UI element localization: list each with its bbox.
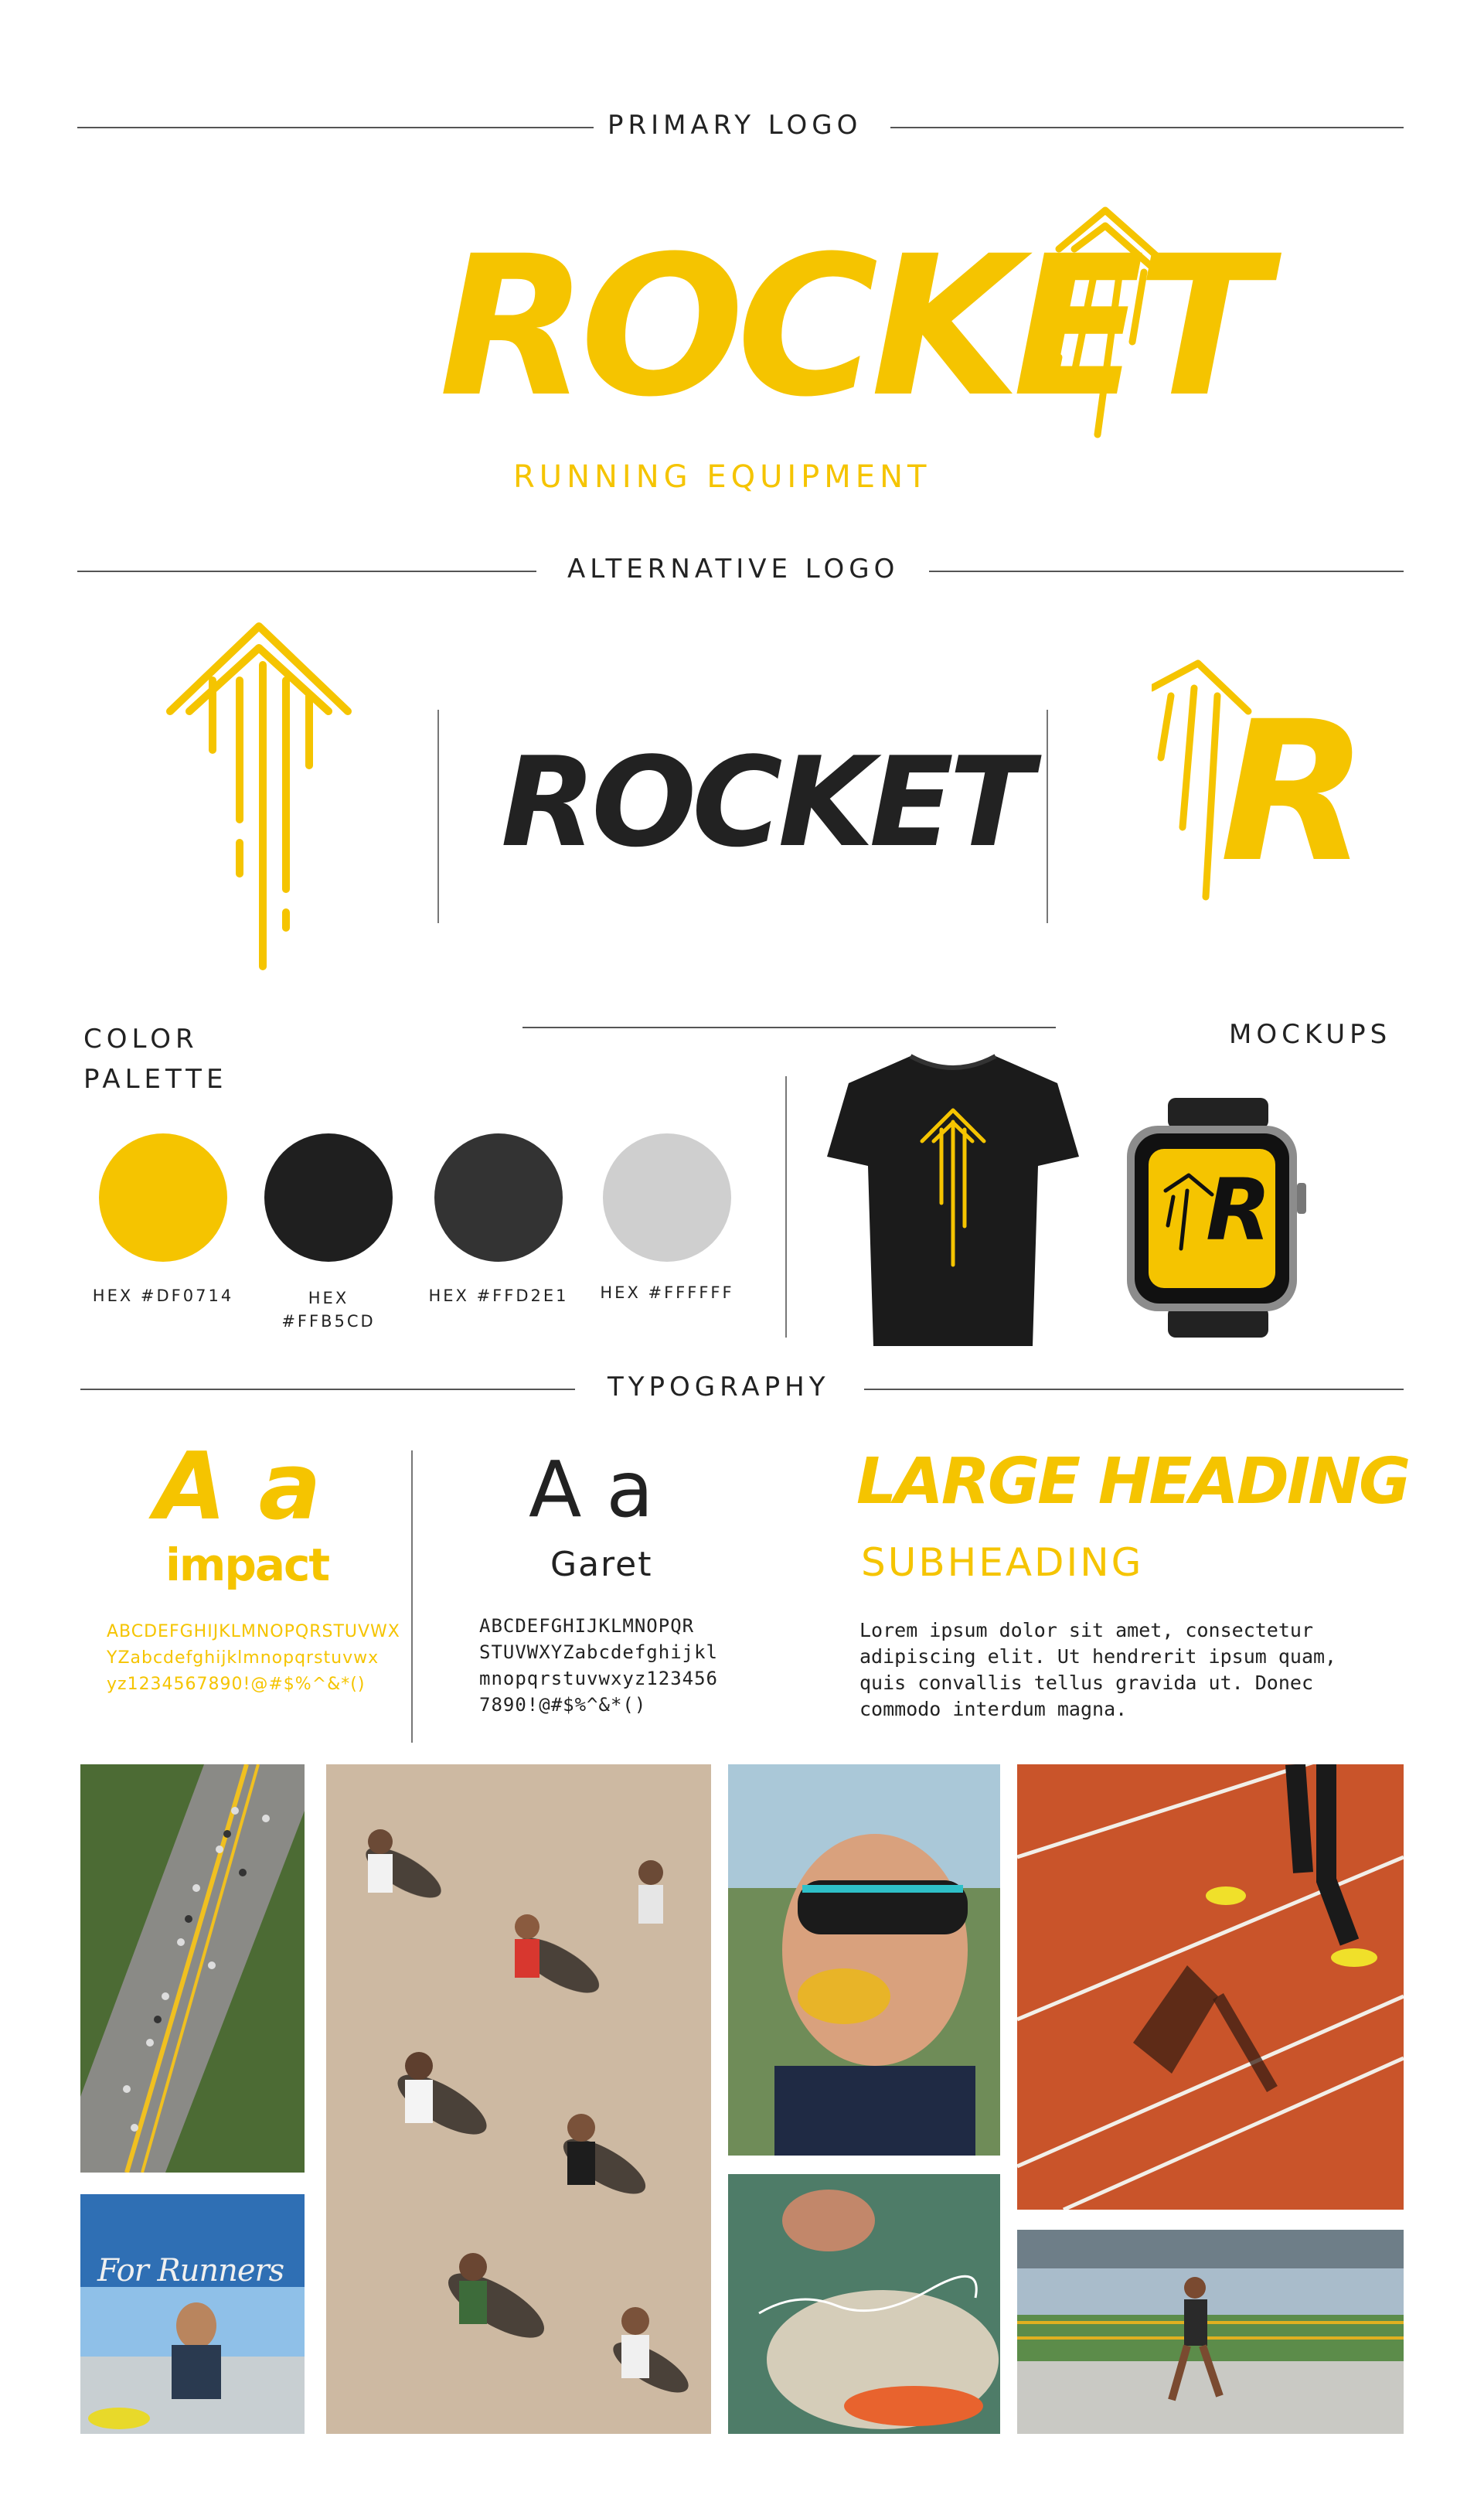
body-text-sample — [859, 1617, 1336, 1723]
swatch-label-line: #FFB5CD — [281, 1312, 376, 1331]
color-palette-title-line1: COLOR — [83, 1024, 199, 1055]
swatch-label: HEX #FFD2E1 — [428, 1287, 569, 1305]
body-line: adipiscing elit. Ut hendrerit ipsum quam, — [859, 1645, 1337, 1668]
monogram-letter: R — [1220, 680, 1369, 905]
swatch-label-line: HEX — [308, 1289, 349, 1307]
swatch-label: HEX #FFFFFF — [600, 1283, 734, 1302]
poster-title: For Runners — [97, 2253, 284, 2289]
alphabet-line: mnopqrstuvwxyz123456 — [479, 1668, 718, 1689]
swatch-label — [251, 1287, 406, 1333]
alphabet-line: ABCDEFGHIJKLMNOPQRSTUVWX — [107, 1622, 400, 1641]
arrow-logo-icon — [162, 619, 356, 974]
primary-logo-wordmark: ROCKET — [439, 214, 1261, 439]
divider — [864, 1389, 1404, 1390]
rocket-arrow-icon — [1028, 203, 1183, 450]
section-title-color-palette — [83, 1019, 227, 1099]
garet-font-sample: A a — [529, 1444, 654, 1535]
large-heading-sample: LARGE HEADING — [856, 1445, 1409, 1518]
section-title-alternative-logo: ALTERNATIVE LOGO — [567, 554, 900, 584]
divider — [80, 1389, 575, 1390]
divider — [77, 127, 594, 128]
swatch-label: HEX #DF0714 — [92, 1287, 234, 1305]
section-title-typography: TYPOGRAPHY — [608, 1372, 830, 1402]
alphabet-line: 7890!@#$%^&*() — [479, 1694, 647, 1716]
color-palette-title-line2: PALETTE — [83, 1064, 228, 1095]
photo-marathon-road — [80, 1764, 305, 2173]
divider-vertical — [411, 1450, 413, 1743]
swatch-dark-gray — [434, 1133, 563, 1262]
divider — [890, 127, 1404, 128]
impact-font-sample: A a — [155, 1433, 322, 1541]
divider — [522, 1027, 1056, 1028]
photo-medal-runner — [728, 1764, 1000, 2156]
alphabet-line: ABCDEFGHIJKLMNOPQR — [479, 1615, 695, 1637]
watch-monogram-letter: R — [1206, 1160, 1271, 1259]
photo-runner-bridge — [1017, 2230, 1404, 2434]
alphabet-line: STUVWXYZabcdefghijkl — [479, 1641, 718, 1663]
divider-vertical — [1047, 710, 1048, 923]
swatch-yellow — [99, 1133, 227, 1262]
divider — [77, 571, 536, 572]
primary-logo-tagline: RUNNING EQUIPMENT — [513, 459, 931, 495]
section-title-primary-logo: PRIMARY LOGO — [608, 110, 863, 141]
alphabet-line: YZabcdefghijklmnopqrstuvwx — [107, 1648, 380, 1668]
impact-alphabet — [107, 1619, 400, 1698]
divider-vertical — [437, 710, 439, 923]
alphabet-line: yz1234567890!@#$%^&*() — [107, 1675, 366, 1694]
divider-vertical — [785, 1076, 787, 1338]
swatch-black — [264, 1133, 393, 1262]
impact-font-name: impact — [165, 1539, 329, 1591]
swatch-light-gray — [603, 1133, 731, 1262]
photo-running-track — [1017, 1764, 1404, 2210]
photo-running-shoe-blur — [728, 2174, 1000, 2434]
tshirt-mockup — [825, 1048, 1081, 1350]
garet-font-name: Garet — [550, 1545, 653, 1584]
photo-runners-crowd — [326, 1764, 711, 2434]
photo-for-runners-poster — [80, 2194, 305, 2434]
body-line: quis convallis tellus gravida ut. Donec — [859, 1672, 1313, 1694]
divider — [929, 571, 1404, 572]
section-title-mockups: MOCKUPS — [1229, 1019, 1392, 1050]
body-line: commodo interdum magna. — [859, 1698, 1128, 1720]
subheading-sample: SUBHEADING — [861, 1540, 1144, 1585]
garet-alphabet — [479, 1613, 718, 1718]
alternative-logo-wordmark: ROCKET — [501, 730, 1030, 874]
body-line: Lorem ipsum dolor sit amet, consectetur — [859, 1619, 1313, 1641]
